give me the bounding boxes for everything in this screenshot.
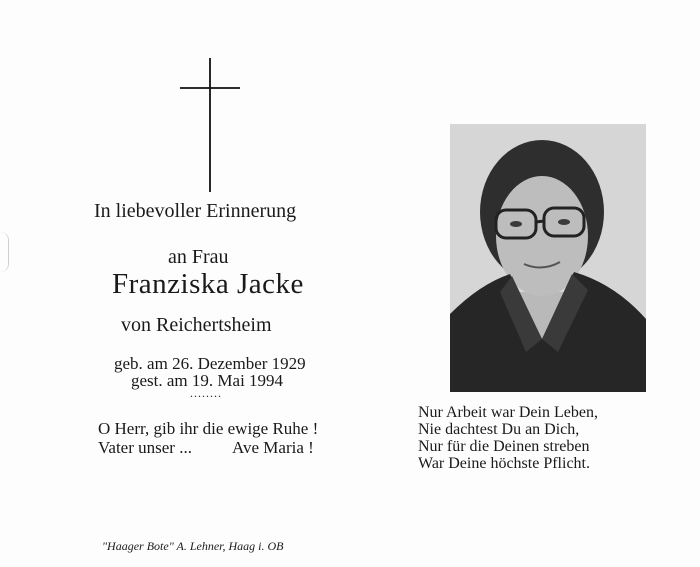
prayer-line-2-right: Ave Maria ! — [232, 438, 314, 457]
poem — [418, 404, 598, 472]
birth-date: geb. am 26. Dezember 1929 — [114, 354, 306, 373]
fold-mark — [0, 232, 9, 272]
poem-line-2: Nie dachtest Du an Dich, — [418, 421, 580, 438]
deceased-name: Franziska Jacke — [112, 268, 304, 300]
cross-icon — [180, 58, 240, 192]
prayer-line-1: O Herr, gib ihr die ewige Ruhe ! — [98, 419, 319, 438]
salutation: an Frau — [168, 246, 229, 268]
portrait-photo — [450, 124, 646, 392]
dotted-separator: ........ — [190, 386, 222, 400]
poem-line-4: War Deine höchste Pflicht. — [418, 455, 590, 472]
poem-line-1: Nur Arbeit war Dein Leben, — [418, 404, 598, 421]
hometown: von Reichertsheim — [121, 314, 272, 336]
prayer-line-2-left: Vater unser ... — [98, 438, 192, 457]
death-date: gest. am 19. Mai 1994 — [131, 371, 284, 390]
poem-line-3: Nur für die Deinen streben — [418, 438, 590, 455]
printer-credit: "Haager Bote" A. Lehner, Haag i. OB — [102, 539, 284, 553]
memory-heading: In liebevoller Erinnerung — [94, 200, 297, 222]
